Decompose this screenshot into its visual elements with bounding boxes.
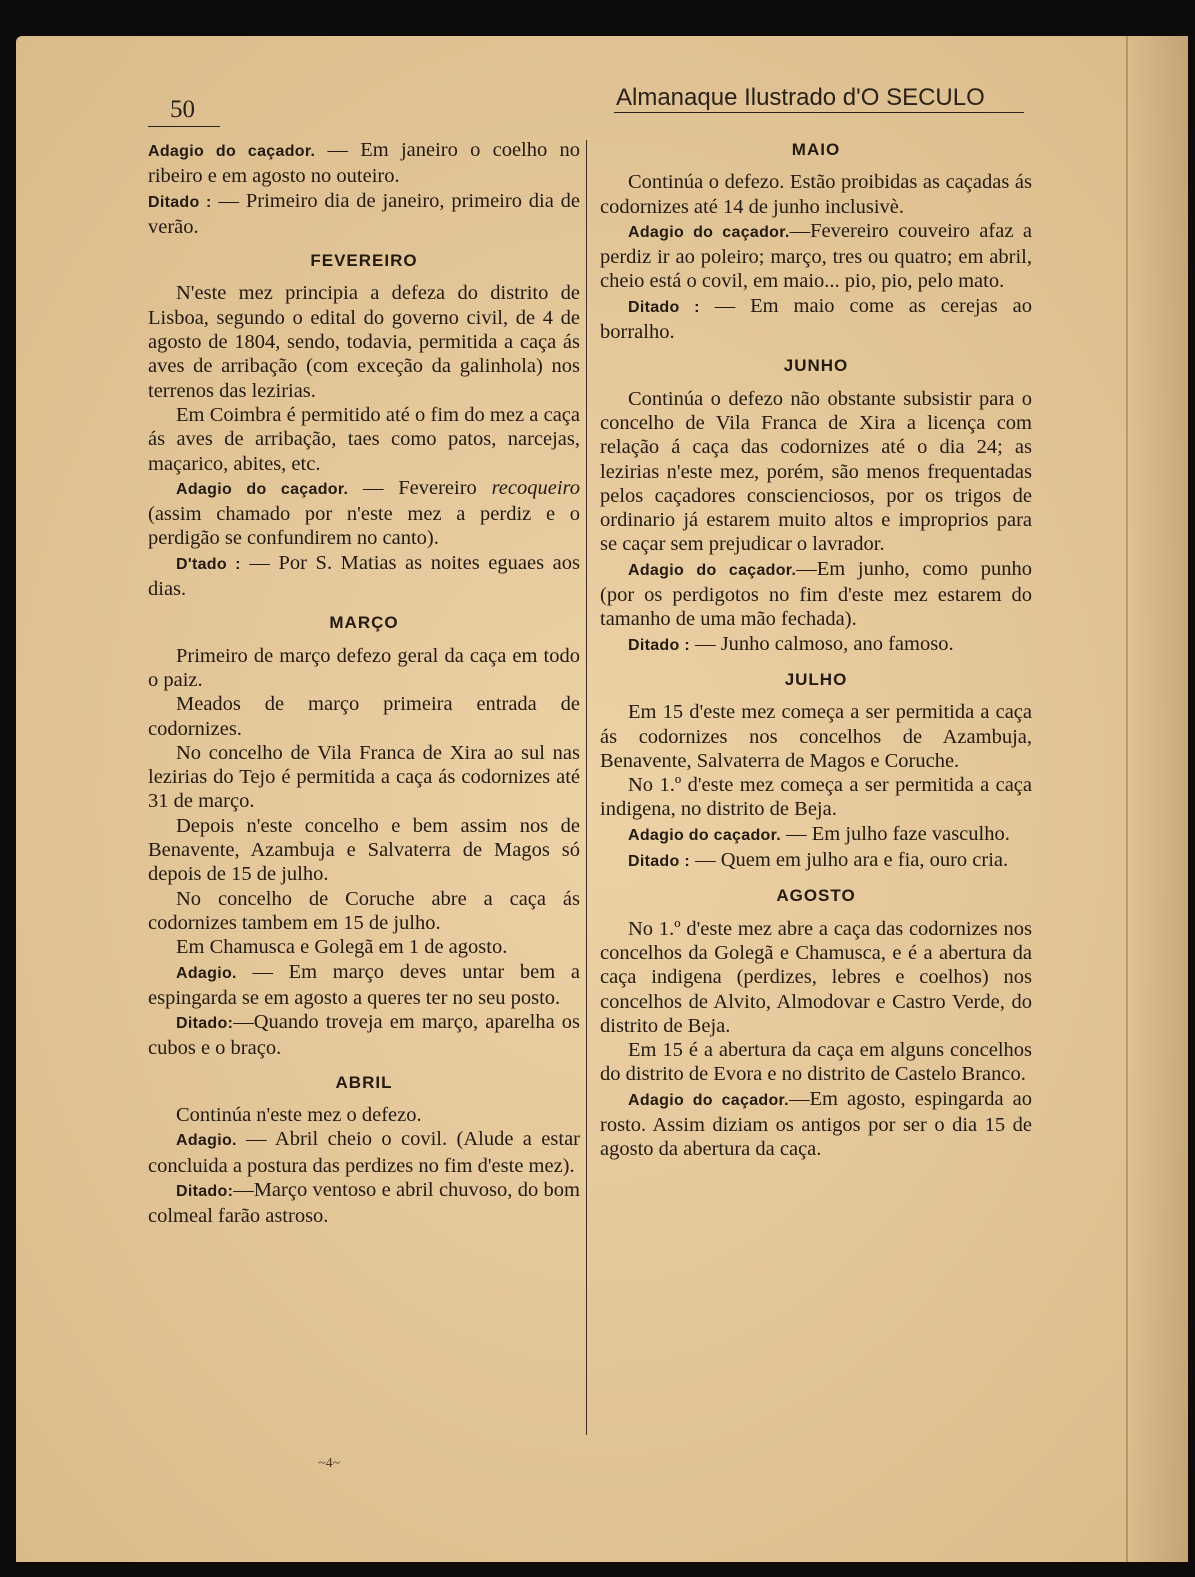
- paragraph: [148, 960, 580, 1011]
- paragraph-text: —Março ventoso e abril chuvoso, do bom colmeal farão astroso.: [148, 1178, 580, 1228]
- section-heading-agosto: AGOSTO: [776, 886, 856, 906]
- paragraph: Primeiro de março defezo geral da caça em todo o paiz.: [148, 644, 580, 691]
- paragraph-text: —Em agosto, espingarda ao rosto. Assim diziam os antigos por ser o dia 15 de agosto da abertura da caça.: [600, 1087, 1032, 1161]
- paragraph-text: — Primeiro dia de janeiro, primeiro dia de verão.: [148, 189, 581, 238]
- paragraph-text: — Em julho faze vasculho.: [781, 822, 1010, 845]
- paragraph: No concelho de Coruche abre a caça ás codornizes tambem em 15 de julho.: [148, 887, 580, 934]
- paragraph-text: —Em junho, como punho (por os perdigotos no fim d'este mez estarem do tamanho de uma mão fechada).: [600, 557, 1032, 631]
- saying-label: D'tado :: [176, 555, 241, 573]
- saying-label: Ditado:: [176, 1015, 234, 1033]
- paragraph: No 1.º d'este mez abre a caça das codornizes nos concelhos da Golegã e Chamusca, e é a abertura da caça indigena (perdizes, lebres e coelhos) nos concelhos de Alvito, Almodovar e Castro Verde, do distrito de Beja.: [600, 917, 1032, 1037]
- section-heading-julho: JULHO: [784, 669, 848, 689]
- paragraph: [600, 294, 1032, 345]
- adage-label: Adagio.: [176, 1132, 237, 1150]
- paragraph-text: — Em maio come as cerejas ao borralho.: [600, 294, 1032, 344]
- saying-label: Ditado :: [148, 193, 212, 211]
- section-heading-marco: MARÇO: [329, 613, 399, 633]
- page-number-rule: [148, 126, 220, 127]
- paragraph: [600, 848, 1032, 874]
- paragraph: [148, 1010, 580, 1061]
- paragraph: No concelho de Vila Franca de Xira ao sul nas lezirias do Tejo é permitida a caça ás codornizes até 31 de março.: [148, 741, 580, 813]
- adage-label: Adagio do caçador.: [628, 223, 790, 241]
- paragraph: Continúa o defezo não obstante subsistir para o concelho de Vila Franca de Xira a licença com relação á caça das codornizes até o dia 24; as lezirias n'este mez, porém, são menos frequentadas pelos caçadores conscienciosos, por os trigos de ordinario já estarem muito altos e improprios para se caçar sem prejudicar o lavrador.: [600, 387, 1032, 556]
- paragraph-text: (assim chamado por n'este mez a perdiz e o perdigão se confundirem no canto).: [148, 503, 580, 550]
- right-column: [600, 138, 1032, 1162]
- adage-label: Adagio do caçador.: [176, 480, 349, 498]
- paragraph: Em Coimbra é permitido até o fim do mez a caça ás aves de arribação, taes como patos, narcejas, maçarico, abites, etc.: [148, 403, 580, 475]
- paragraph: Em 15 é a abertura da caça em alguns concelhos do distrito de Evora e no distrito de Castelo Branco.: [600, 1039, 1032, 1086]
- paragraph: Depois n'este concelho e bem assim nos de Benavente, Azambuja e Salvaterra de Magos só depois de 15 de julho.: [148, 814, 580, 886]
- paragraph: Em 15 d'este mez começa a ser permitida a caça ás codornizes nos concelhos de Azambuja, Benavente, Salvaterra de Magos e Coruche.: [600, 701, 1032, 772]
- left-column: [148, 138, 580, 1228]
- page-number: 50: [170, 96, 195, 123]
- adage-label: Adagio do caçador.: [628, 1091, 789, 1109]
- adage-label: Adagio do caçador.: [628, 826, 781, 844]
- paragraph: [148, 138, 580, 189]
- paragraph: Continúa n'este mez o defezo.: [176, 1103, 422, 1126]
- paragraph: [148, 551, 580, 602]
- adage-label: Adagio do caçador.: [148, 143, 316, 160]
- paragraph: [148, 1127, 580, 1178]
- paragraph-text: — Abril cheio o covil. (Alude a estar concluida a postura das perdizes no fim d'este mez).: [148, 1128, 580, 1177]
- saying-label: Ditado :: [628, 298, 700, 316]
- running-title-rule: [614, 112, 1024, 113]
- section-heading-abril: ABRIL: [335, 1072, 393, 1092]
- paragraph-text: — Em janeiro o coelho no ribeiro e em agosto no outeiro.: [148, 139, 580, 188]
- paragraph-text: — Quem em julho ara e fia, ouro cria.: [689, 849, 1009, 872]
- paragraph-text: —Fevereiro couveiro afaz a perdiz ir ao poleiro; março, tres ou quatro; em abril, cheio está o covil, em maio... pio, pio, pelo mato.: [600, 219, 1032, 293]
- section-heading-maio: MAIO: [791, 140, 841, 159]
- paragraph: [148, 189, 580, 240]
- paragraph: [600, 632, 1032, 658]
- saying-label: Ditado :: [628, 853, 690, 871]
- paragraph: Meados de março primeira entrada de codornizes.: [148, 693, 580, 740]
- page-fold-line: [1126, 36, 1128, 1562]
- adage-label: Adagio do caçador.: [628, 561, 797, 579]
- paragraph: No 1.º d'este mez começa a ser permitida a caça indigena, no distrito de Beja.: [600, 774, 1032, 821]
- running-title: Almanaque Ilustrado d'O SECULO: [616, 84, 985, 111]
- page-edge-shadow: [1126, 36, 1188, 1562]
- paragraph: [600, 822, 1032, 848]
- paragraph: [600, 219, 1032, 294]
- paragraph: [148, 476, 580, 551]
- paragraph: [148, 1178, 580, 1229]
- adage-label: Adagio.: [176, 964, 237, 982]
- paragraph-text: — Junho calmoso, ano famoso.: [689, 632, 954, 655]
- paragraph: Em Chamusca e Golegã em 1 de agosto.: [176, 936, 508, 959]
- paragraph: [600, 1087, 1032, 1162]
- paragraph-text: — Fevereiro: [348, 476, 492, 499]
- column-divider: [586, 140, 587, 1435]
- italic-term: recoqueiro: [491, 476, 580, 499]
- paragraph-text: — Por S. Matias as noites eguaes aos dias.: [148, 551, 580, 601]
- paragraph: [600, 557, 1032, 632]
- saying-label: Ditado :: [628, 636, 690, 654]
- section-heading-junho: JUNHO: [783, 356, 849, 376]
- saying-label: Ditado:: [176, 1182, 234, 1200]
- paragraph: Continúa o defezo. Estão proibidas as caçadas ás codornizes até 14 de junho inclusivè.: [600, 171, 1032, 218]
- paragraph-text: — Em março deves untar bem a espingarda se em agosto a queres ter no seu posto.: [148, 960, 580, 1009]
- paragraph: N'este mez principia a defeza do distrito de Lisboa, segundo o edital do governo civil, de 4 de agosto de 1804, sendo, todavia, permitida a caça ás aves de arribação (com exceção da galinhola) nos terrenos das lezirias.: [148, 282, 580, 402]
- footer-ornament: ~4~: [318, 1456, 341, 1471]
- section-heading-fevereiro: FEVEREIRO: [310, 251, 418, 271]
- paragraph-text: —Quando troveja em março, aparelha os cubos e o braço.: [148, 1011, 580, 1060]
